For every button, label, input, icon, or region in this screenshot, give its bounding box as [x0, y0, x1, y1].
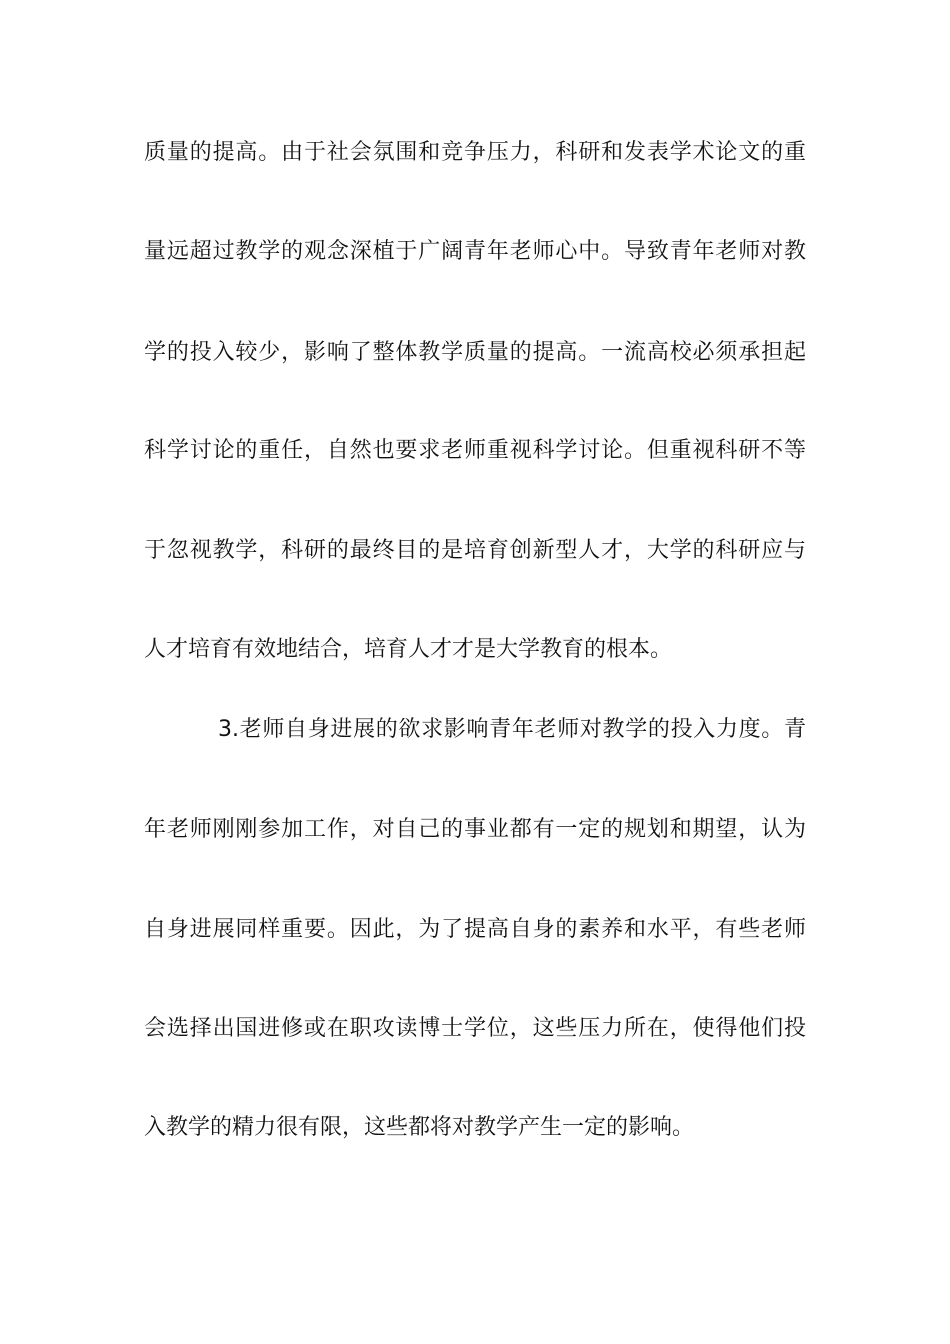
- text-line: 3.老师自身进展的欲求影响青年老师对教学的投入力度。青: [218, 717, 806, 742]
- text-line: 科学讨论的重任，自然也要求老师重视科学讨论。但重视科研不等: [144, 438, 806, 463]
- text-line: 会选择出国进修或在职攻读博士学位，这些压力所在，使得他们投: [144, 1016, 806, 1041]
- text-line: 人才培育有效地结合，培育人才才是大学教育的根本。: [144, 637, 673, 662]
- text-line: 量远超过教学的观念深植于广阔青年老师心中。导致青年老师对教: [144, 239, 806, 264]
- text-line: 年老师刚刚参加工作，对自己的事业都有一定的规划和期望，认为: [144, 817, 806, 842]
- text-line: 质量的提高。由于社会氛围和竞争压力，科研和发表学术论文的重: [144, 140, 806, 165]
- text-line: 入教学的精力很有限，这些都将对教学产生一定的影响。: [144, 1115, 695, 1140]
- text-line: 于忽视教学，科研的最终目的是培育创新型人才，大学的科研应与: [144, 538, 806, 563]
- text-line: 自身进展同样重要。因此，为了提高自身的素养和水平，有些老师: [144, 917, 806, 942]
- text-line: 学的投入较少，影响了整体教学质量的提高。一流高校必须承担起: [144, 340, 806, 365]
